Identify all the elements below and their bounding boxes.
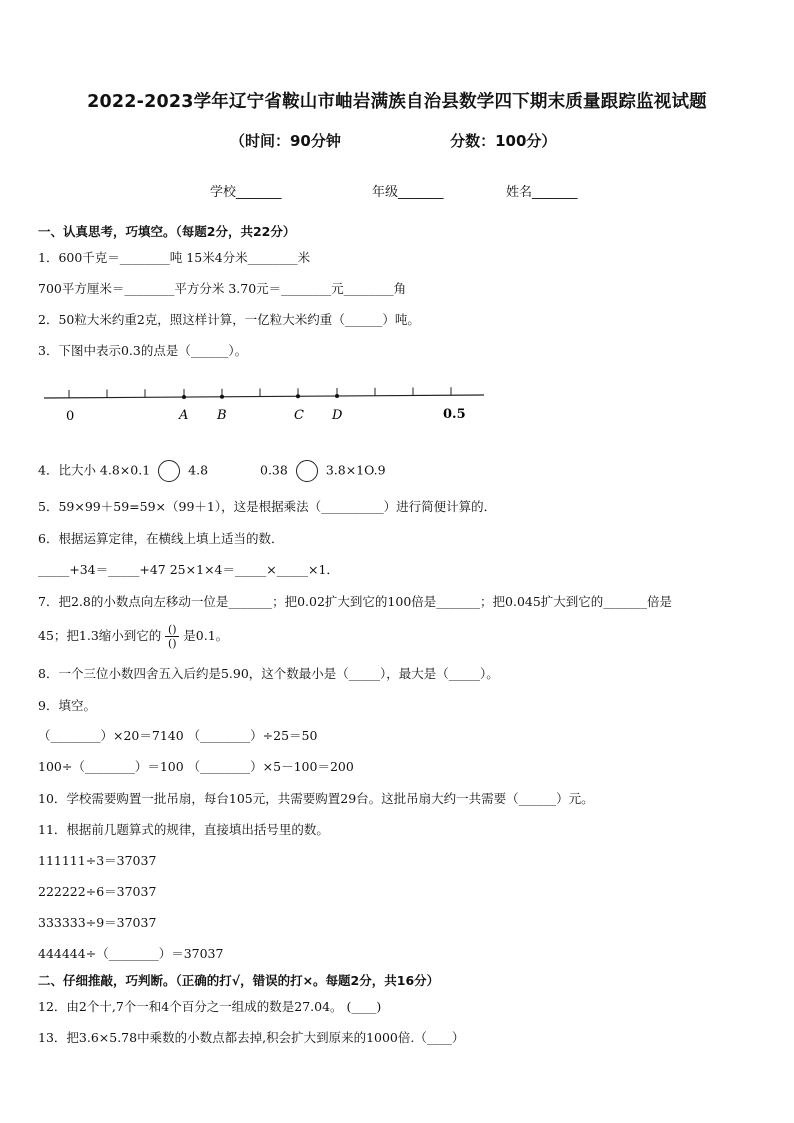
name-field: 姓名_______ <box>506 185 578 200</box>
number-line-axis <box>44 395 484 398</box>
q7b-suffix: 是0.1。 <box>183 628 229 643</box>
fraction-numerator: () <box>167 623 177 636</box>
q7b-prefix: 45；把1.3缩小到它的 <box>38 628 162 643</box>
label-half: 0.5 <box>443 407 466 422</box>
question-4 <box>38 460 386 482</box>
question-12: 12．由2个十,7个一和4个百分之一组成的数是27.04。 (____) <box>38 999 382 1014</box>
q4-expr-3: 0.38 <box>260 462 288 478</box>
question-9: 9．填空。 <box>38 698 96 713</box>
question-8: 8．一个三位小数四舍五入后约是5.90，这个数最小是（_____），最大是（_____）。 <box>38 666 499 681</box>
number-line-ticks <box>69 387 451 398</box>
question-9b: 100÷（________）＝100 （________）×5－100＝200 <box>38 759 354 774</box>
q4-expr-2: 4.8 <box>188 462 209 478</box>
school-field: 学校_______ <box>210 185 282 200</box>
label-b: B <box>217 408 227 423</box>
label-c: C <box>294 408 304 423</box>
question-11: 11．根据前几题算式的规律，直接填出括号里的数。 <box>38 822 329 837</box>
grade-field: 年级_______ <box>372 185 444 200</box>
label-a: A <box>179 408 189 423</box>
question-9a: （________）×20＝7140 （________）÷25＝50 <box>38 728 318 743</box>
exam-subtitle <box>230 130 556 151</box>
question-11a: 111111÷3＝37037 <box>38 853 157 868</box>
question-11d: 444444÷（________）＝37037 <box>38 946 224 961</box>
label-zero: 0 <box>66 409 75 424</box>
exam-time: （时间：90分钟 <box>230 132 341 150</box>
question-1b: 700平方厘米＝________平方分米 3.70元＝________元________角 <box>38 281 407 296</box>
fraction-denominator: () <box>167 637 177 650</box>
number-line-figure <box>40 378 500 432</box>
question-2: 2．50粒大米约重2克，照这样计算，一亿粒大米约重（______）吨。 <box>38 312 420 327</box>
question-1a: 1．600千克＝________吨 15米4分米________米 <box>38 250 311 265</box>
question-7a: 7．把2.8的小数点向左移动一位是_______；把0.02扩大到它的100倍是_______；把0.045扩大到它的_______倍是 <box>38 594 673 609</box>
question-11b: 222222÷6＝37037 <box>38 884 157 899</box>
section-2-heading: 二、仔细推敲，巧判断。（正确的打√，错误的打×。每题2分，共16分） <box>38 973 440 988</box>
compare-circle-1[interactable] <box>158 460 180 482</box>
question-3: 3．下图中表示0.3的点是（______）。 <box>38 343 248 358</box>
fraction-blank <box>165 624 179 649</box>
q4-expr-1: 4．比大小 4.8×0.1 <box>38 462 151 478</box>
question-13: 13．把3.6×5.78中乘数的小数点都去掉,积会扩大到原来的1000倍.（____） <box>38 1030 465 1045</box>
section-1-heading: 一、认真思考，巧填空。（每题2分，共22分） <box>38 224 296 239</box>
label-d: D <box>332 408 343 423</box>
question-10: 10．学校需要购置一批吊扇，每台105元，共需要购置29台。这批吊扇大约一共需要（______）元。 <box>38 791 594 806</box>
question-5: 5．59×99＋59=59×（99＋1），这是根据乘法（__________）进行简便计算的． <box>38 499 497 514</box>
question-6b: _____+34＝_____+47 25×1×4＝_____×_____×1． <box>38 562 339 577</box>
point-c-dot <box>296 394 300 398</box>
question-7b <box>38 624 228 649</box>
compare-circle-2[interactable] <box>296 460 318 482</box>
question-6: 6．根据运算定律，在横线上填上适当的数． <box>38 531 284 546</box>
point-d-dot <box>335 394 339 398</box>
exam-title: 2022-2023学年辽宁省鞍山市岫岩满族自治县数学四下期末质量跟踪监视试题 <box>87 92 707 112</box>
number-line-svg <box>40 378 500 428</box>
question-11c: 333333÷9＝37037 <box>38 915 157 930</box>
point-a-dot <box>182 395 186 399</box>
q4-expr-4: 3.8×1O.9 <box>325 462 386 478</box>
point-b-dot <box>220 395 224 399</box>
exam-score: 分数：100分） <box>450 132 557 150</box>
